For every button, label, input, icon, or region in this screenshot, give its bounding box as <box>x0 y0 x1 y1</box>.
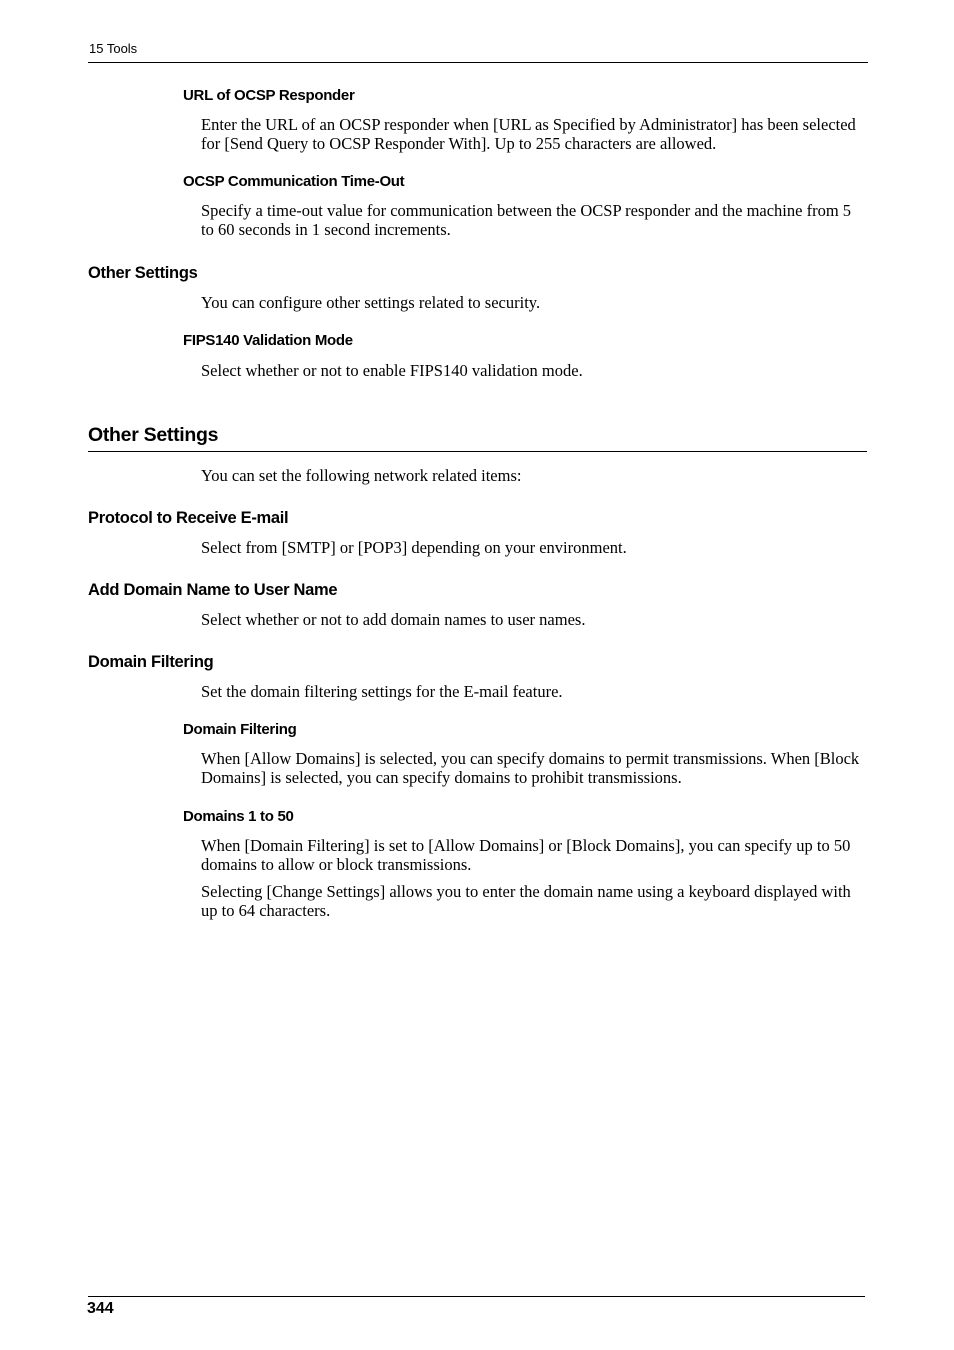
add-domain-heading: Add Domain Name to User Name <box>88 581 338 599</box>
footer-rule <box>88 1296 865 1297</box>
url-ocsp-responder-heading: URL of OCSP Responder <box>183 87 355 104</box>
running-header: 15 Tools <box>89 41 138 56</box>
ocsp-timeout-heading: OCSP Communication Time-Out <box>183 173 405 190</box>
other-settings-intro-text: You can set the following network related items: <box>201 466 522 485</box>
protocol-text: Select from [SMTP] or [POP3] depending on your environment. <box>201 538 627 557</box>
security-other-settings-text: You can configure other settings related to security. <box>201 293 541 312</box>
fips140-text: Select whether or not to enable FIPS140 validation mode. <box>201 361 583 380</box>
fips140-heading: FIPS140 Validation Mode <box>183 332 353 349</box>
url-ocsp-responder-text: Enter the URL of an OCSP responder when [URL as Specified by Administrator] has been selected for [Send Query to OCSP Responder With]. Up to 255 characters are allowed. <box>201 115 856 153</box>
page-number: 344 <box>87 1300 114 1317</box>
domains-1-to-50-heading: Domains 1 to 50 <box>183 808 294 825</box>
add-domain-text: Select whether or not to add domain names to user names. <box>201 610 586 629</box>
domain-filtering-heading: Domain Filtering <box>88 653 214 671</box>
ocsp-timeout-text: Specify a time-out value for communication between the OCSP responder and the machine from 5 to 60 seconds in 1 second increments. <box>201 201 852 239</box>
section-title-rule <box>88 451 867 452</box>
header-rule <box>88 62 868 63</box>
domains-text-2: Selecting [Change Settings] allows you to enter the domain name using a keyboard displayed with up to 64 characters. <box>201 882 851 920</box>
domain-filtering-sub-heading: Domain Filtering <box>183 721 297 738</box>
domain-filtering-sub-text: When [Allow Domains] is selected, you can specify domains to permit transmissions. When [Block Domains] is selected, you can specify domains to prohibit transmissions. <box>201 749 860 787</box>
domains-text-1: When [Domain Filtering] is set to [Allow Domains] or [Block Domains], you can specify up to 50 domains to allow or block transmissions. <box>201 836 851 874</box>
other-settings-section-title: Other Settings <box>88 424 219 446</box>
security-other-settings-heading: Other Settings <box>88 264 198 282</box>
protocol-heading: Protocol to Receive E-mail <box>88 509 289 527</box>
domain-filtering-text: Set the domain filtering settings for the E-mail feature. <box>201 682 563 701</box>
